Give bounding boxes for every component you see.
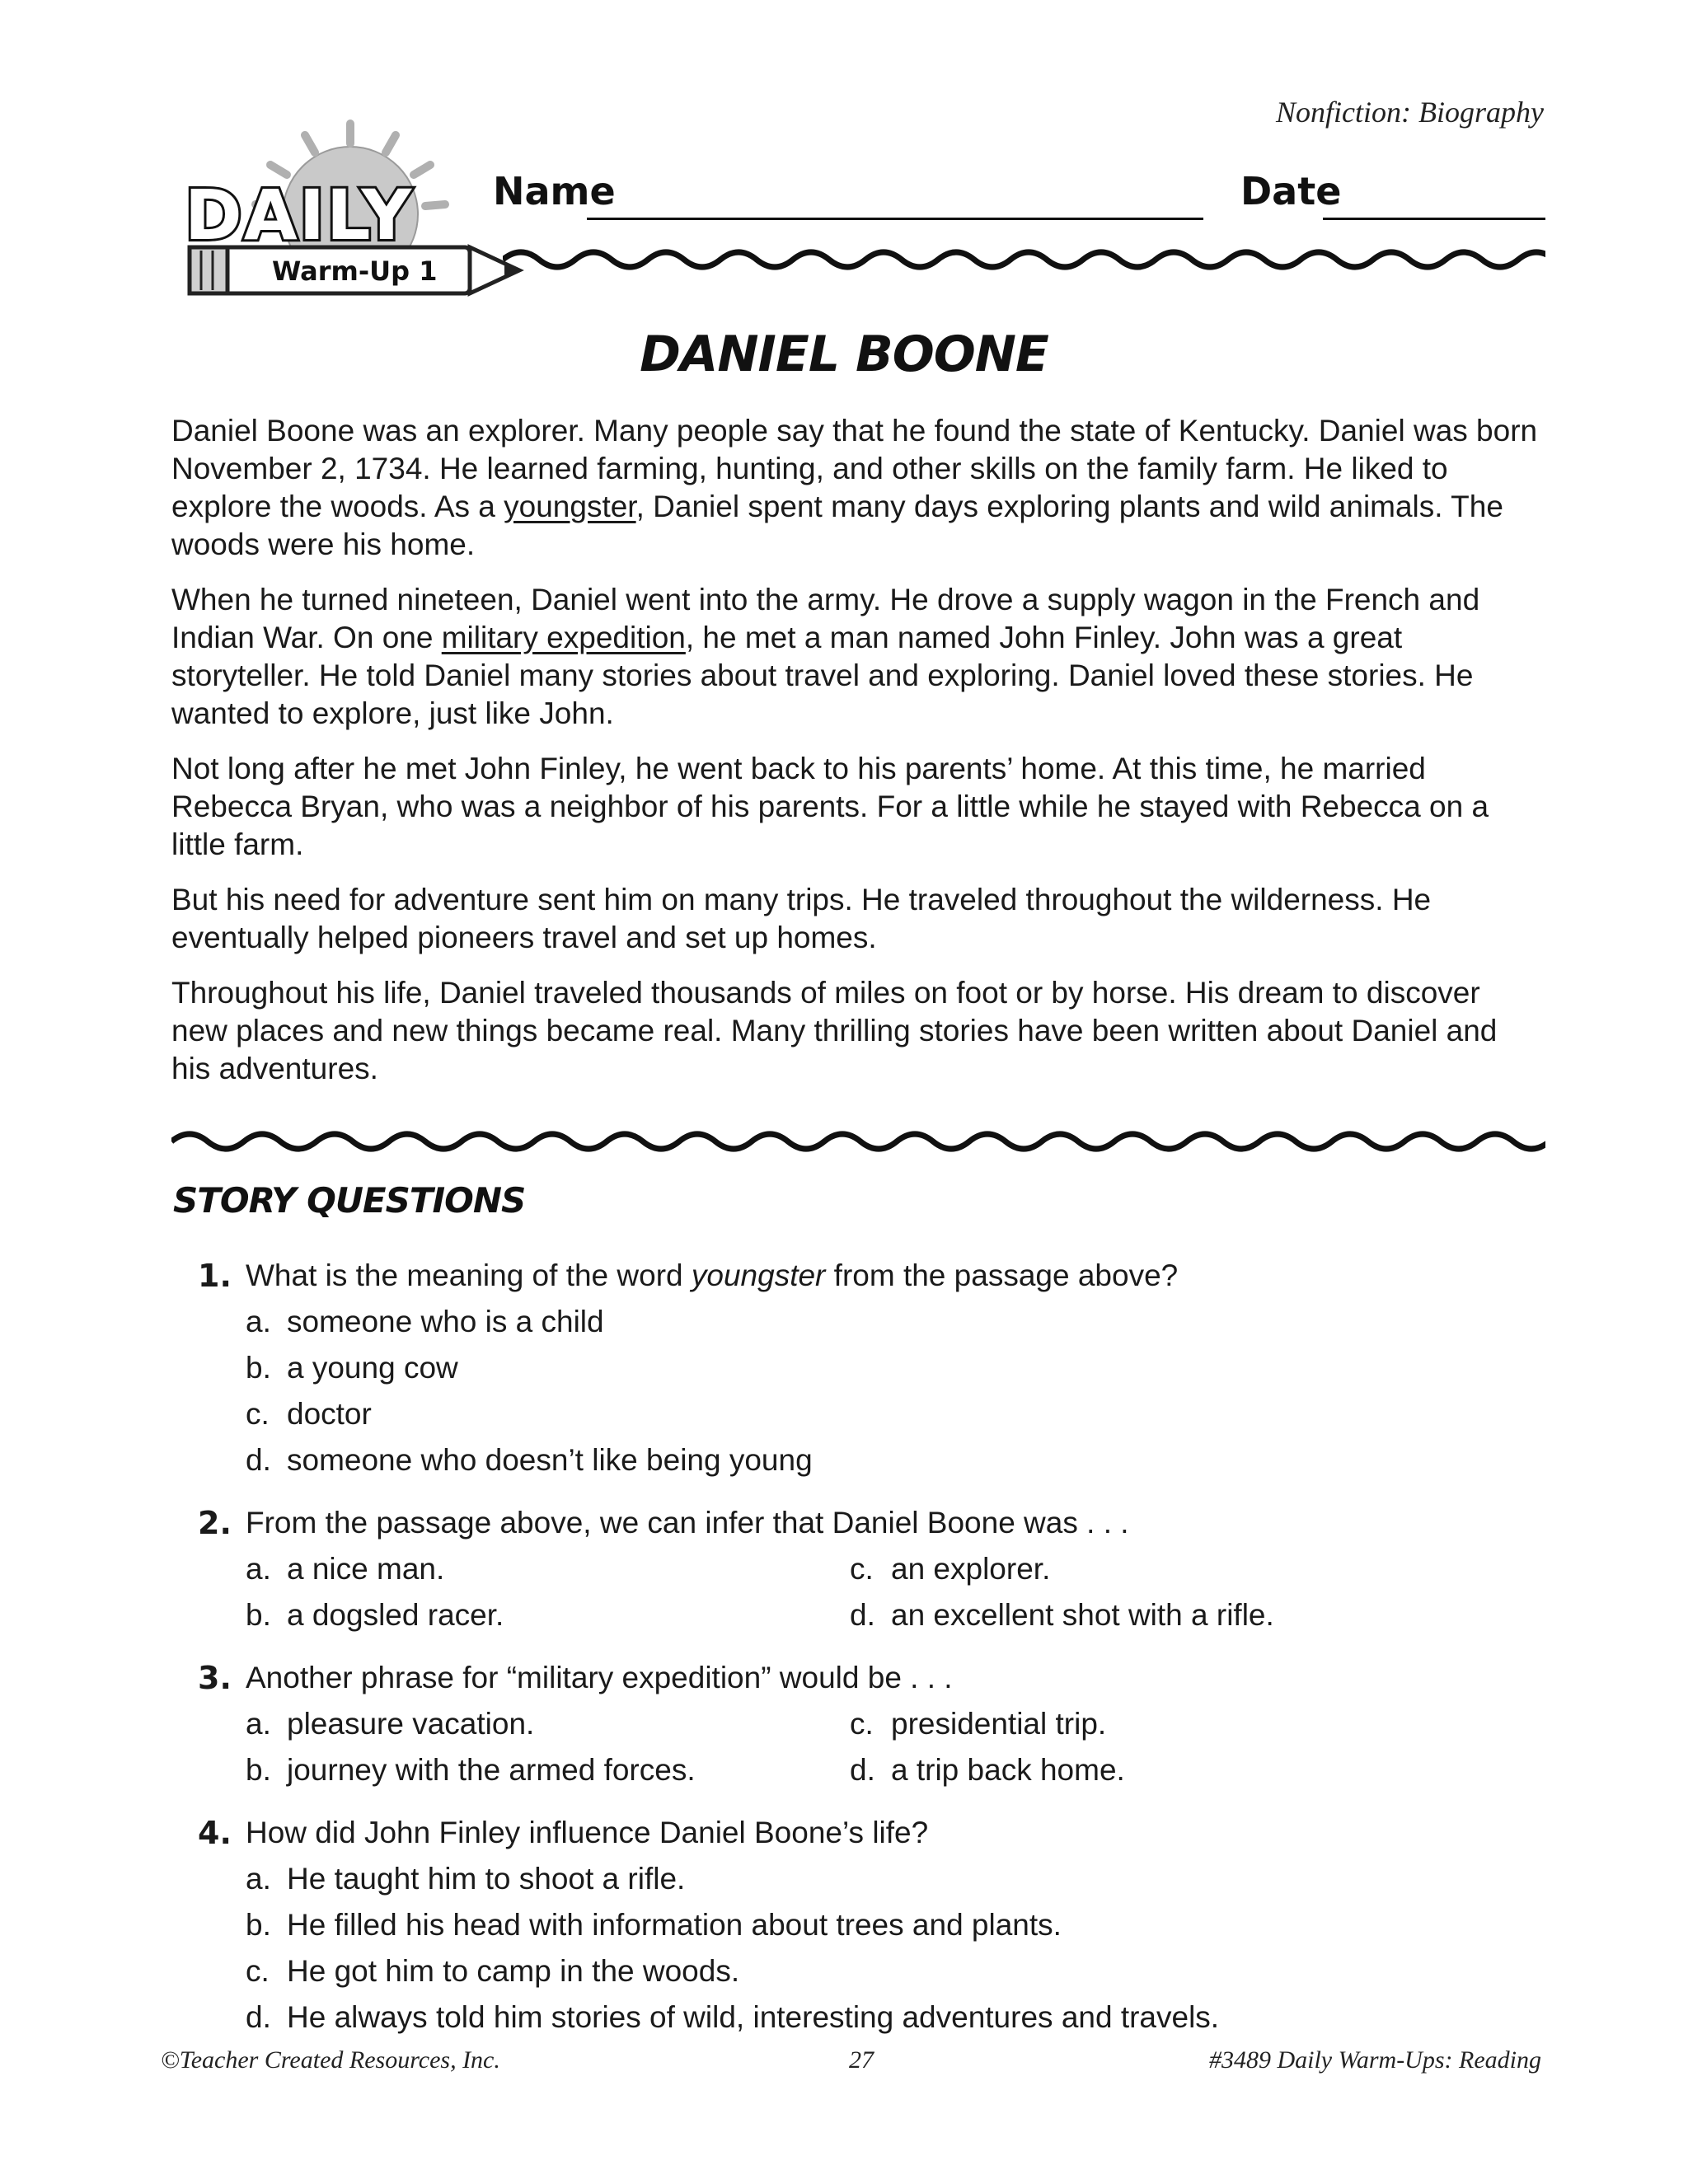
story-passage	[171, 412, 1540, 1105]
question-2	[198, 1500, 1558, 1638]
answer-option[interactable]: b. journey with the armed forces.	[246, 1753, 696, 1787]
questions-list	[198, 1253, 1558, 2057]
answer-option[interactable]: d. He always told him stories of wild, interesting adventures and travels.	[246, 2000, 1220, 2034]
answer-option[interactable]: c. doctor	[246, 1397, 372, 1431]
vocab-word-military-expedition: military expedition	[441, 621, 686, 654]
vocab-word-youngster: youngster	[504, 490, 636, 523]
question-number: 3.	[198, 1660, 232, 1696]
footer-book-title: #3489 Daily Warm-Ups: Reading	[1208, 2046, 1541, 2074]
answer-option[interactable]: a. someone who is a child	[246, 1305, 604, 1338]
answer-option[interactable]: c. He got him to camp in the woods.	[246, 1954, 740, 1988]
answer-option[interactable]: b. a young cow	[246, 1351, 458, 1385]
answer-option[interactable]: b. a dogsled racer.	[246, 1598, 504, 1632]
story-title: DANIEL BOONE	[640, 326, 1048, 383]
question-number: 2.	[198, 1505, 232, 1541]
paragraph-2: When he turned nineteen, Daniel went into the army. He drove a supply wagon in the French and Indian War. On one military expedition, he met a man named John Finley. John was a great storyteller. He told Daniel many stories about travel and exploring. Daniel loved these stories. He wanted to explore, just like John.	[171, 583, 1480, 730]
name-label: Name	[493, 169, 616, 213]
answer-option[interactable]: a. He taught him to shoot a rifle.	[246, 1862, 686, 1896]
question-number: 1.	[198, 1258, 232, 1294]
question-1	[198, 1253, 1558, 1483]
answer-option[interactable]: a. a nice man.	[246, 1552, 445, 1586]
wave-line	[171, 1134, 1545, 1149]
answer-option[interactable]: c. presidential trip.	[850, 1707, 1107, 1741]
answer-option[interactable]: d. an excellent shot with a rifle.	[850, 1598, 1274, 1632]
header-wave-divider	[503, 243, 1545, 276]
question-3	[198, 1655, 1558, 1793]
question-4	[198, 1810, 1558, 2041]
answer-option[interactable]: a. pleasure vacation.	[246, 1707, 535, 1741]
footer-page-number: 27	[849, 2046, 874, 2074]
date-label: Date	[1240, 169, 1342, 213]
question-stem: What is the meaning of the word youngster from the passage above?	[246, 1258, 1179, 1292]
paragraph-5: Throughout his life, Daniel traveled thousands of miles on foot or by horse. His dream to discover new places and new things became real. Many thrilling stories have been written about Daniel and his adventures.	[171, 976, 1498, 1085]
answer-option[interactable]: d. someone who doesn’t like being young	[246, 1443, 813, 1477]
story-questions-heading: STORY QUESTIONS	[173, 1180, 526, 1221]
question-stem: How did John Finley influence Daniel Boone’s life?	[246, 1816, 929, 1849]
paragraph-1: Daniel Boone was an explorer. Many people say that he found the state of Kentucky. Daniel was born November 2, 1734. He learned farming, hunting, and other skills on the family farm. He liked to explore the woods. As a youngster, Daniel spent many days exploring plants and wild animals. The woods were his home.	[171, 414, 1538, 561]
daily-warm-up-logo	[173, 115, 536, 305]
paragraph-4: But his need for adventure sent him on many trips. He traveled throughout the wilderness. He eventually helped pioneers travel and set up homes.	[171, 883, 1432, 954]
genre-label: Nonfiction: Biography	[1276, 96, 1544, 129]
logo-word: DAILY	[185, 175, 414, 255]
question-stem: Another phrase for “military expedition” would be . . .	[246, 1661, 953, 1694]
paragraph-3: Not long after he met John Finley, he went back to his parents’ home. At this time, he married Rebecca Bryan, who was a neighbor of his parents. For a little while he stayed with Rebecca on a little farm.	[171, 752, 1489, 861]
logo-subtitle: Warm-Up 1	[272, 255, 438, 287]
answer-option[interactable]: d. a trip back home.	[850, 1753, 1125, 1787]
answer-option[interactable]: c. an explorer.	[850, 1552, 1051, 1586]
name-input-line[interactable]	[587, 218, 1203, 220]
wave-line	[503, 252, 1545, 267]
question-number: 4.	[198, 1815, 232, 1851]
section-wave-divider	[171, 1125, 1545, 1158]
date-input-line[interactable]	[1323, 218, 1545, 220]
footer-publisher: ©Teacher Created Resources, Inc.	[161, 2046, 500, 2074]
answer-option[interactable]: b. He filled his head with information about trees and plants.	[246, 1908, 1062, 1942]
question-stem: From the passage above, we can infer that Daniel Boone was . . .	[246, 1506, 1129, 1540]
